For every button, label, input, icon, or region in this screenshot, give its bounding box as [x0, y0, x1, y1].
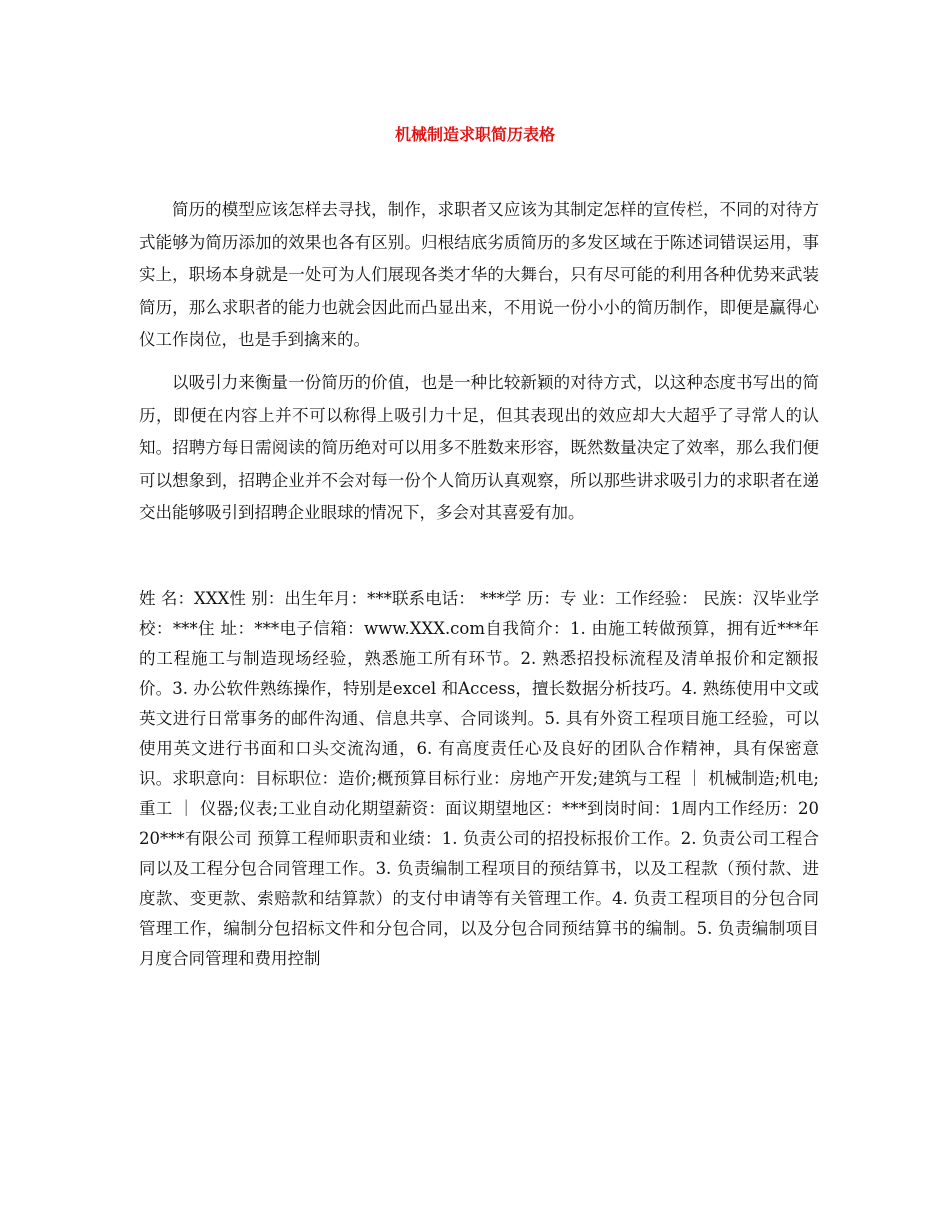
paragraph-resume-appeal: 以吸引力来衡量一份简历的价值，也是一种比较新颖的对待方式，以这种态度书写出的简历，即便在内容上并不可以称得上吸引力十足，但其表现出的效应却大大超乎了寻常人的认知。招聘方每日需阅读的简历绝对可以用多不胜数来形容，既然数量决定了效率，那么我们便可以想象到，招聘企业并不会对每一份个人简历认真观察，所以那些讲求吸引力的求职者在递交出能够吸引到招聘企业眼球的情况下，多会对其喜爱有加。: [139, 373, 819, 522]
paragraph-resume-template: 简历的模型应该怎样去寻找，制作，求职者又应该为其制定怎样的宣传栏，不同的对待方式能够为简历添加的效果也各有区别。归根结底劣质简历的多发区域在于陈述词错误运用，事实上，职场本身就是一处可为人们展现各类才华的大舞台，只有尽可能的利用各种优势来武装简历，那么求职者的能力也就会因此而凸显出来，不用说一份小小的简历制作，即便是赢得心仪工作岗位，也是手到擒来的。: [139, 200, 819, 349]
paragraph-resume-details: 姓 名：XXX性 别：出生年月：***联系电话： ***学 历：专 业：工作经验： 民族：汉毕业学校：***住 址：***电子信箱：www.XXX.com自我简介：1. 由施工转做预算，拥有近***年的工程施工与制造现场经验，熟悉施工所有环节。2. 熟悉招投标流程及清单报价和定额报价。3. 办公软件熟练操作，特别是excel 和Access，擅长数据分析技巧。4. 熟练使用中文或英文进行日常事务的邮件沟通、信息共享、合同谈判。5. 具有外资工程项目施工经验，可以使用英文进行书面和口头交流沟通，6. 有高度责任心及良好的团队合作精神，具有保密意识。求职意向：目标职位：造价;概预算目标行业：房地产开发;建筑与工程 ｜ 机械制造;机电;重工 ｜ 仪器;仪表;工业自动化期望薪资：面议期望地区：***到岗时间：1周内工作经历：2020***有限公司 预算工程师职责和业绩：1. 负责公司的招投标报价工作。2. 负责公司工程合同以及工程分包合同管理工作。3. 负责编制工程项目的预结算书，以及工程款（预付款、进度款、变更款、索赔款和结算款）的支付申请等有关管理工作。4. 负责工程项目的分包合同管理工作，编制分包招标文件和分包合同，以及分包合同预结算书的编制。5. 负责编制项目月度合同管理和费用控制: [139, 589, 819, 968]
document-title: 机械制造求职简历表格: [394, 125, 555, 144]
